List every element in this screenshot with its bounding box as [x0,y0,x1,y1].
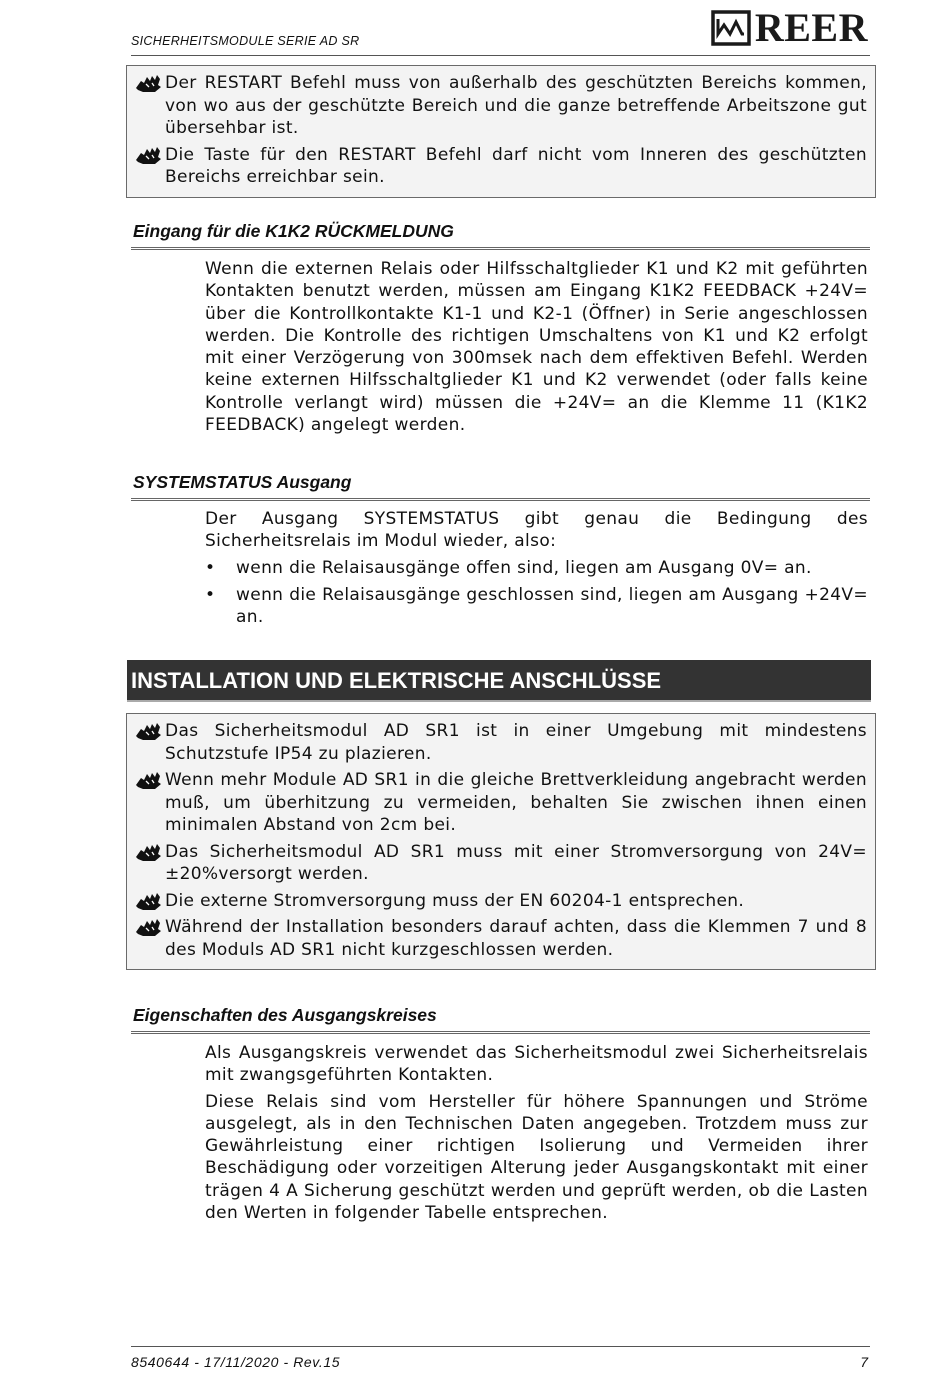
reer-logo [711,5,868,50]
paragraph: Der Ausgang SYSTEMSTATUS gibt genau die Bedingung des Sicherheitsrelais im Modul wieder, also: [205,509,868,552]
section-heading-output [131,1001,870,1034]
page-footer [131,1346,870,1377]
section-heading-text: SYSTEMSTATUS Ausgang [133,472,352,492]
paragraph: Wenn die externen Relais oder Hilfsschaltglieder K1 und K2 mit geführten Kontakten benutzt werden, müssen am Eingang K1K2 FEEDBACK +24V= über die Kontrollkontakte K1-1 und K2-1 (Öffner) in Serie angeschlossen werden. Die Kontrolle des richtigen Umschaltens von K1 und K2 erfolgt mit einer Verzögerung von 300msek nach dem effektiven Befehl. Werden keine externen Hilfsschaltglieder K1 und K2 verwendet (oder falls keine Kontrolle verlangt wird) müssen die +24V= an die Klemme 11 (K1K2 FEEDBACK) angelegt werden. [205,259,868,436]
section-body-status [205,508,868,628]
document-reference: 8540644 - 17/11/2020 - Rev.15 [131,1354,341,1370]
warning-item [133,916,867,961]
warning-text: Das Sicherheitsmodul AD SR1 ist in einer Umgebung mit mindestens Schutzstufe IP54 zu plazieren. [165,721,867,764]
section-heading-text: Eigenschaften des Ausgangskreises [133,1005,437,1025]
hand-warning-icon [133,73,165,93]
page-number: 7 [860,1354,868,1370]
warning-text: Während der Installation besonders darauf achten, dass die Klemmen 7 und 8 des Moduls AD SR1 nicht kurzgeschlossen werden. [165,917,867,960]
bullet-item: • wenn die Relaisausgänge offen sind, liegen am Ausgang 0V= an. [205,557,868,579]
hand-warning-icon [133,770,165,790]
warning-text: Das Sicherheitsmodul AD SR1 muss mit einer Stromversorgung von 24V= ±20%versorgt werden. [165,841,867,884]
warning-item [133,144,867,189]
paragraph: Diese Relais sind vom Hersteller für höhere Spannungen und Ströme ausgelegt, als in den Technischen Daten angegeben. Trotzdem muss zur Gewährleistung einer richtigen Isolierung und Vermeiden ihrer Beschädigung oder vorzeitigen Alterung jeder Ausgangskontakt mit einer trägen 4 A Sicherung geschützt werden und geprüft werden, ob die Lasten den Werten in folgender Tabelle entsprechen. [205,1091,868,1224]
section-body-output [205,1042,868,1224]
warning-box-installation [126,713,876,970]
warning-item [133,890,867,913]
header-title: SICHERHEITSMODULE SERIE AD SR [131,34,360,48]
warning-text: Wenn mehr Module AD SR1 in die gleiche Brettverkleidung angebracht werden muß, um überhitzung zu vermeiden, behalten Sie zwischen ihnen einen minimalen Abstand von 2cm bei. [165,770,867,835]
section-heading-text: Eingang für die K1K2 RÜCKMELDUNG [133,221,454,241]
warning-text: Die Taste für den RESTART Befehl darf nicht vom Inneren des geschützten Bereichs erreichbar sein. [165,144,867,187]
warning-item [133,720,867,765]
hand-warning-icon [133,917,165,937]
hand-warning-icon [133,145,165,165]
hand-warning-icon [133,721,165,741]
warning-box-restart [126,65,876,198]
paragraph: Als Ausgangskreis verwendet das Sicherheitsmodul zwei Sicherheitsrelais mit zwangsgeführten Kontakten. [205,1043,868,1086]
logo-text: REER [754,5,868,50]
warning-item [133,841,867,886]
hand-warning-icon [133,891,165,911]
warning-text: Die externe Stromversorgung muss der EN 60204-1 entsprechen. [165,890,745,911]
hand-warning-icon [133,842,165,862]
bullet-item: • wenn die Relaisausgänge geschlossen sind, liegen am Ausgang +24V= an. [205,584,868,629]
page-header [131,0,870,56]
section-body-k1k2 [205,258,868,436]
warning-text: Der RESTART Befehl muss von außerhalb des geschützten Bereichs kommen, von wo aus der geschützte Bereich und die ganze betreffende Arbeitszone gut übersehbar ist. [165,73,867,138]
warning-item [133,72,867,140]
reer-logo-icon [711,10,751,46]
chapter-title: INSTALLATION UND ELEKTRISCHE ANSCHLÜSSE [127,660,871,702]
warning-item [133,769,867,837]
bullet-list [205,557,868,629]
section-heading-k1k2 [131,217,870,250]
section-heading-status [131,468,870,501]
